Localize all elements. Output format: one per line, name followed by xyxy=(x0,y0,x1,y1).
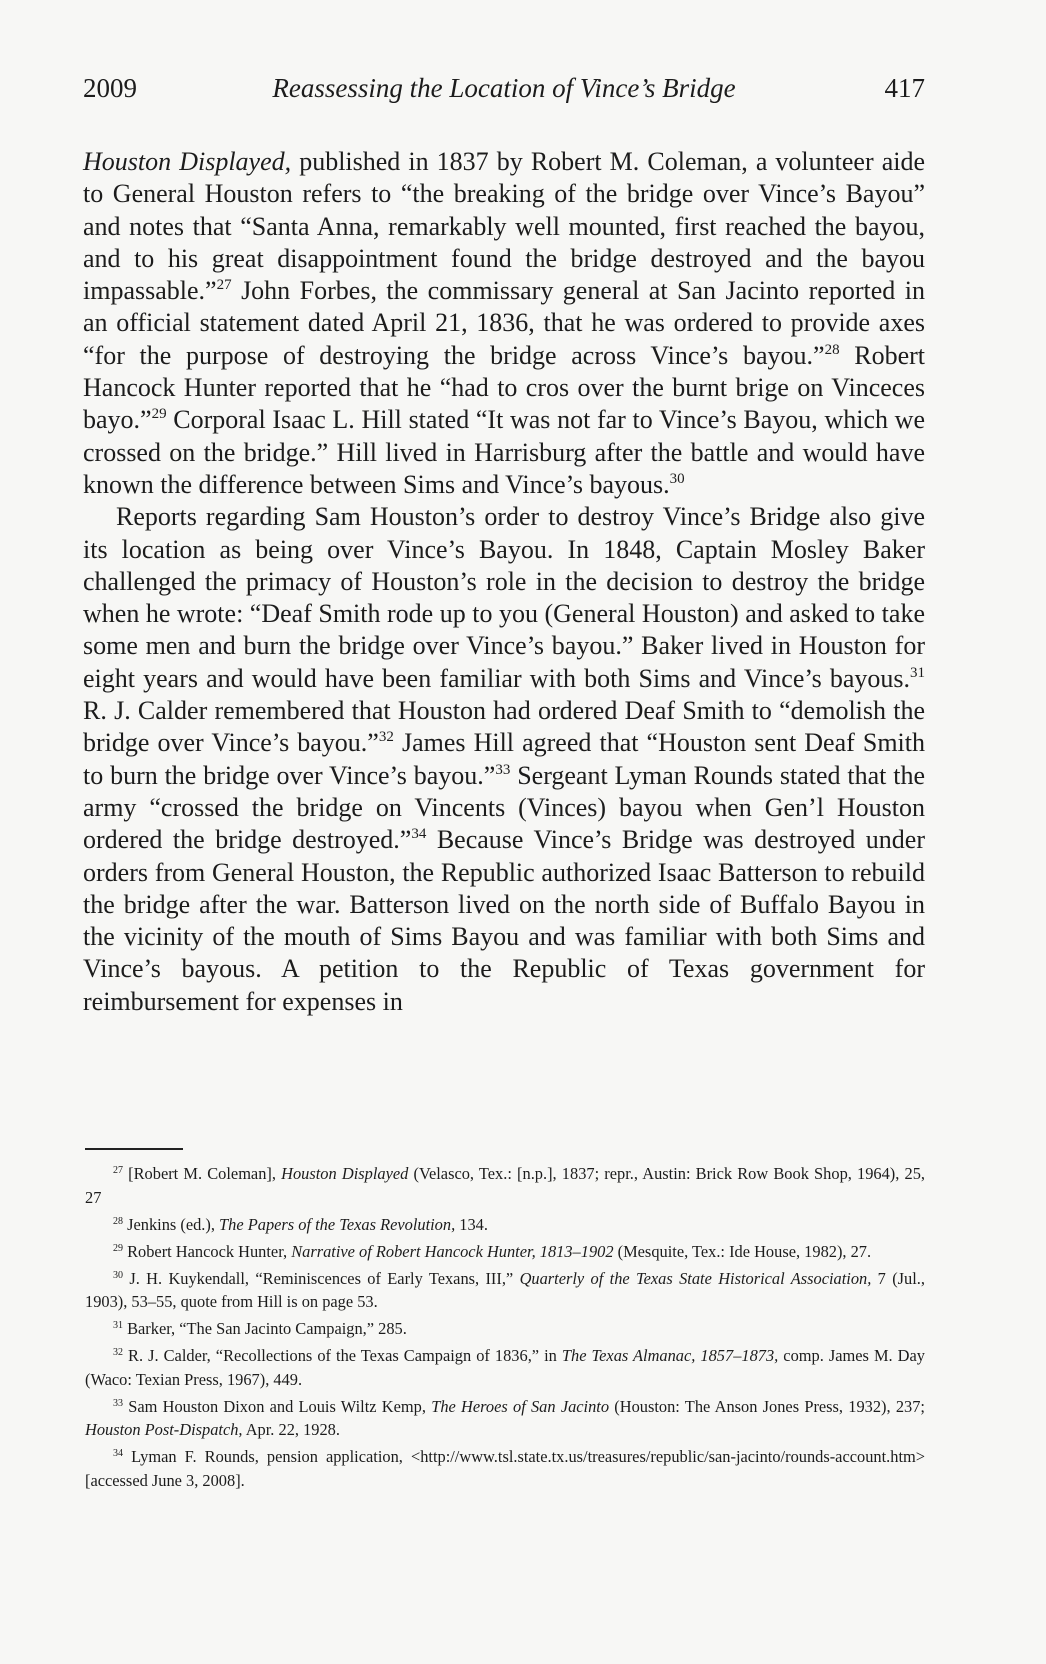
text-run: (Mesquite, Tex.: Ide House, 1982), 27. xyxy=(613,1241,872,1261)
footnote xyxy=(85,1395,925,1442)
italic-text: The Texas Almanac, 1857–1873, xyxy=(561,1346,779,1366)
footnote-number: 30 xyxy=(113,1269,123,1281)
text-run: published in 1837 by Robert M. Coleman, a volunteer aide to General Houston refers to “the breaking of the bridge over Vince’s Bayou” and notes that “Santa Anna, remarkably well mounted, first reached the bayou, and to his great disappointment found the bridge destroyed and the bayou impassable.” xyxy=(83,147,926,306)
italic-text: The Papers of the Texas Revolution, xyxy=(219,1214,456,1234)
text-run: Jenkins (ed.), xyxy=(123,1214,220,1234)
text-run: comp. James M. Day (Waco: Texian Press, 1967), 449. xyxy=(85,1346,925,1389)
header-title: Reassessing the Location of Vince’s Bridge xyxy=(272,73,736,103)
footnote-number: 29 xyxy=(113,1242,123,1254)
header-year: 2009 xyxy=(83,73,137,103)
footnote-reference: 34 xyxy=(411,826,427,843)
footnote-number: 28 xyxy=(113,1215,123,1227)
footnote-reference: 31 xyxy=(910,664,925,681)
text-run: R. J. Calder, “Recollections of the Texas Campaign of 1836,” in xyxy=(123,1346,562,1366)
body-paragraph xyxy=(83,501,925,1018)
footnote-number: 34 xyxy=(113,1448,123,1460)
text-run: (Houston: The Anson Jones Press, 1932), 237; xyxy=(609,1396,925,1416)
footnote-number: 27 xyxy=(113,1165,123,1176)
footnote xyxy=(85,1162,925,1209)
footnote xyxy=(85,1240,925,1264)
text-run: [Robert M. Coleman], xyxy=(123,1164,282,1183)
footnote-number: 32 xyxy=(113,1347,123,1359)
footnote-divider xyxy=(85,1148,183,1150)
footnote-reference: 30 xyxy=(669,470,685,487)
text-run: 134. xyxy=(455,1214,488,1234)
text-run: (Velasco, Tex.: [n.p.], 1837; repr., Austin: Brick Row Book Shop, 1964), 25, 27 xyxy=(85,1164,926,1207)
footnote xyxy=(85,1317,925,1341)
footnote xyxy=(85,1213,925,1237)
text-run: Robert Hancock Hunter reported that he “had to cros over the burnt brige on Vinceces bayo.” xyxy=(83,340,925,435)
footnote-number: 33 xyxy=(113,1397,123,1409)
italic-text: Quarterly of the Texas State Historical Association, xyxy=(519,1268,872,1288)
text-run: Reports regarding Sam Houston’s order to destroy Vince’s Bridge also give its location as being over Vince’s Bayou. In 1848, Captain Mosley Baker challenged the primacy of Houston’s role in the decision to destroy the bridge when he wrote: “Deaf Smith rode up to you (General Houston) and asked to take some men and burn the bridge over Vince’s bayou.” Baker lived in Houston for eight years and would have been familiar with both Sims and Vince’s bayous. xyxy=(83,502,925,693)
text-run: Corporal Isaac L. Hill stated “It was not far to Vince’s Bayou, which we crossed on the bridge.” Hill lived in Harrisburg after the battle and would have known the difference between Sims and Vince’s bayous. xyxy=(83,405,925,499)
footnotes xyxy=(85,1162,925,1496)
text-run: R. J. Calder remembered that Houston had ordered Deaf Smith to “demolish the bridge over Vince’s bayou.” xyxy=(83,696,925,758)
footnote-reference: 29 xyxy=(151,406,167,423)
footnote-reference: 33 xyxy=(495,761,511,778)
text-run: Sam Houston Dixon and Louis Wiltz Kemp, xyxy=(123,1396,432,1416)
footnote-reference: 32 xyxy=(378,729,394,746)
text-run: Barker, “The San Jacinto Campaign,” 285. xyxy=(123,1319,407,1339)
footnote-number: 31 xyxy=(113,1320,123,1332)
body-text xyxy=(83,146,925,1018)
text-run: 7 (Jul., 1903), 53–55, quote from Hill is on page 53. xyxy=(85,1268,925,1312)
italic-text: Narrative of Robert Hancock Hunter, 1813–1902 xyxy=(291,1241,614,1261)
text-run: Lyman F. Rounds, pension application, <http://www.tsl.state.tx.us/treasures/republic/san-jacinto/rounds-account.htm> [accessed June 3, 2008]. xyxy=(85,1447,925,1490)
text-run: Apr. 22, 1928. xyxy=(242,1420,340,1440)
page-number: 417 xyxy=(884,73,925,103)
body-paragraph xyxy=(83,146,925,501)
footnote-reference: 27 xyxy=(216,277,232,294)
text-run: John Forbes, the commissary general at San Jacinto reported in an official statement dated April 21, 1836, that he was ordered to provide axes “for the purpose of destroying the bridge across Vince’s bayou.” xyxy=(83,276,925,370)
footnote xyxy=(85,1267,925,1314)
footnote xyxy=(85,1344,925,1391)
text-run: Because Vince’s Bridge was destroyed under orders from General Houston, the Republic authorized Isaac Batterson to rebuild the bridge after the war. Batterson lived on the north side of Buffalo Bayou in the vicinity of the mouth of Sims Bayou and was familiar with both Sims and Vince’s bayous. A petition to the Republic of Texas government for reimbursement for expenses in xyxy=(83,825,925,1016)
italic-text: Houston Displayed xyxy=(281,1164,409,1183)
italic-text: Houston Post-Dispatch, xyxy=(85,1420,243,1440)
text-run: J. H. Kuykendall, “Reminiscences of Early Texans, III,” xyxy=(123,1268,520,1288)
text-run: Robert Hancock Hunter, xyxy=(123,1241,292,1261)
text-run: James Hill agreed that “Houston sent Deaf Smith to burn the bridge over Vince’s bayou.” xyxy=(83,728,925,790)
footnote xyxy=(85,1445,925,1492)
footnote-reference: 28 xyxy=(824,341,840,358)
text-run: Sergeant Lyman Rounds stated that the army “crossed the bridge on Vincents (Vinces) bayou when Gen’l Houston ordered the bridge destroyed.” xyxy=(83,760,925,855)
italic-text: Houston Displayed, xyxy=(83,147,292,176)
italic-text: The Heroes of San Jacinto xyxy=(431,1396,610,1416)
running-header xyxy=(83,68,925,108)
